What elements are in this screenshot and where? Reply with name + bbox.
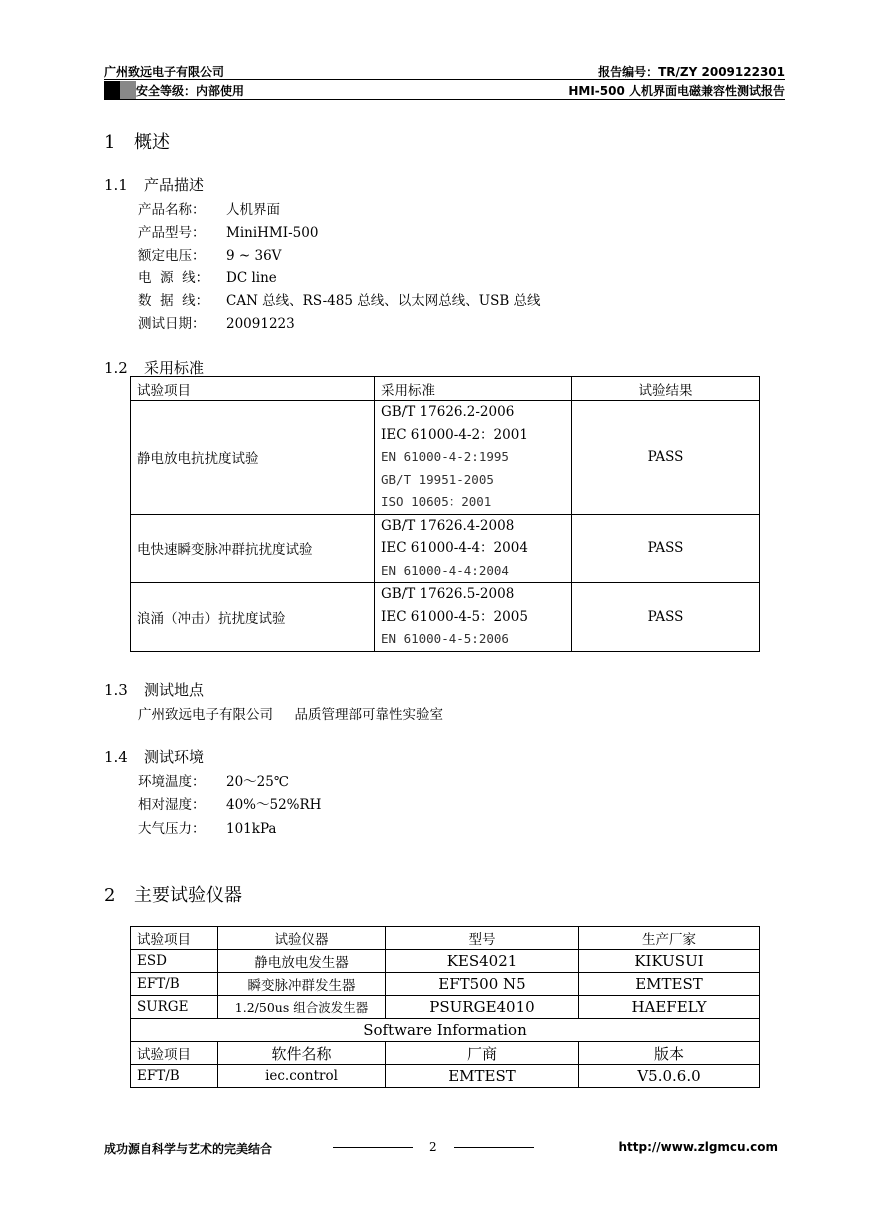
header-report-number: 报告编号：TR/ZY 2009122301 [598, 65, 785, 79]
security-block-dark [104, 81, 120, 99]
table-row [131, 1019, 760, 1042]
table-cell: SURGE [131, 996, 218, 1019]
table-cell: EMTEST [579, 973, 760, 996]
table-cell: EFT/B [131, 973, 218, 996]
table-cell: EFT/B [131, 1065, 218, 1088]
section-1-3-heading: 1.3 测试地点 [104, 681, 205, 699]
header-report-title: HMI-500 人机界面电磁兼容性测试报告 [568, 84, 785, 98]
section-1-heading: 1 概述 [104, 132, 170, 153]
footer-url[interactable]: http://www.zlgmcu.com [618, 1140, 778, 1154]
table-cell: ESD [131, 950, 218, 973]
table-cell: 1.2/50us 组合波发生器 [218, 996, 386, 1019]
security-block-gray [120, 81, 136, 99]
header-divider [104, 79, 785, 80]
table-header: 版本 [579, 1042, 760, 1065]
section-1-4-heading: 1.4 测试环境 [104, 748, 205, 766]
table-cell: V5.0.6.0 [579, 1065, 760, 1088]
table-header: 试验项目 [131, 377, 375, 401]
table-cell: KIKUSUI [579, 950, 760, 973]
footer-line-left [333, 1147, 413, 1148]
table-header: 生产厂家 [579, 927, 760, 950]
test-item-cell: 静电放电抗扰度试验 [131, 401, 375, 515]
standards-cell: GB/T 17626.2-2006 IEC 61000-4-2：2001 EN 61000-4-2:1995 GB/T 19951-2005 ISO 10605：2001 [375, 401, 572, 515]
table-row [131, 1065, 760, 1088]
standards-table [130, 376, 760, 652]
table-cell: 静电放电发生器 [218, 950, 386, 973]
table-cell: 瞬变脉冲群发生器 [218, 973, 386, 996]
result-cell: PASS [572, 401, 760, 515]
table-header: 试验项目 [131, 1042, 218, 1065]
list-item: 产品型号： MiniHMI-500 [138, 225, 319, 241]
list-item: 额定电压： 9 ~ 36V [138, 248, 282, 264]
footer-line-right [454, 1147, 534, 1148]
header-divider-bottom [104, 99, 785, 100]
table-row [131, 514, 760, 583]
table-cell: PSURGE4010 [386, 996, 579, 1019]
table-header: 试验仪器 [218, 927, 386, 950]
table-header: 型号 [386, 927, 579, 950]
section-1-1-heading: 1.1 产品描述 [104, 176, 205, 194]
table-row [131, 401, 760, 515]
list-item: 大气压力： 101kPa [138, 821, 277, 837]
table-row [131, 1042, 760, 1065]
standards-cell: GB/T 17626.4-2008 IEC 61000-4-4：2004 EN 61000-4-4:2004 [375, 514, 572, 583]
table-cell: iec.control [218, 1065, 386, 1088]
table-cell: EMTEST [386, 1065, 579, 1088]
result-cell: PASS [572, 514, 760, 583]
list-item: 数 据 线： CAN 总线、RS-485 总线、以太网总线、USB 总线 [138, 293, 541, 309]
result-cell: PASS [572, 583, 760, 652]
table-header: 试验结果 [572, 377, 760, 401]
table-row [131, 583, 760, 652]
table-row [131, 950, 760, 973]
list-item: 测试日期： 20091223 [138, 316, 295, 332]
table-row [131, 973, 760, 996]
table-header: 软件名称 [218, 1042, 386, 1065]
table-header: 厂商 [386, 1042, 579, 1065]
table-cell: HAEFELY [579, 996, 760, 1019]
list-item: 电 源 线： DC line [138, 270, 277, 286]
instruments-table [130, 926, 760, 1088]
table-cell: KES4021 [386, 950, 579, 973]
test-location: 广州致远电子有限公司 品质管理部可靠性实验室 [138, 707, 443, 723]
section-1-2-heading: 1.2 采用标准 [104, 359, 205, 377]
list-item: 相对湿度： 40%～52%RH [138, 797, 322, 813]
standards-cell: GB/T 17626.5-2008 IEC 61000-4-5：2005 EN 61000-4-5:2006 [375, 583, 572, 652]
page-number: 2 [429, 1140, 437, 1154]
header-security-level: 安全等级：内部使用 [136, 84, 245, 98]
list-item: 产品名称： 人机界面 [138, 202, 280, 218]
table-header: 试验项目 [131, 927, 218, 950]
list-item: 环境温度： 20～25℃ [138, 774, 289, 790]
software-info-title: Software Information [131, 1019, 760, 1042]
header-company: 广州致远电子有限公司 [104, 65, 225, 79]
test-item-cell: 浪涌（冲击）抗扰度试验 [131, 583, 375, 652]
section-2-heading: 2 主要试验仪器 [104, 885, 242, 906]
footer-slogan: 成功源自科学与艺术的完美结合 [104, 1142, 273, 1156]
table-header: 采用标准 [375, 377, 572, 401]
test-item-cell: 电快速瞬变脉冲群抗扰度试验 [131, 514, 375, 583]
table-row [131, 996, 760, 1019]
table-cell: EFT500 N5 [386, 973, 579, 996]
